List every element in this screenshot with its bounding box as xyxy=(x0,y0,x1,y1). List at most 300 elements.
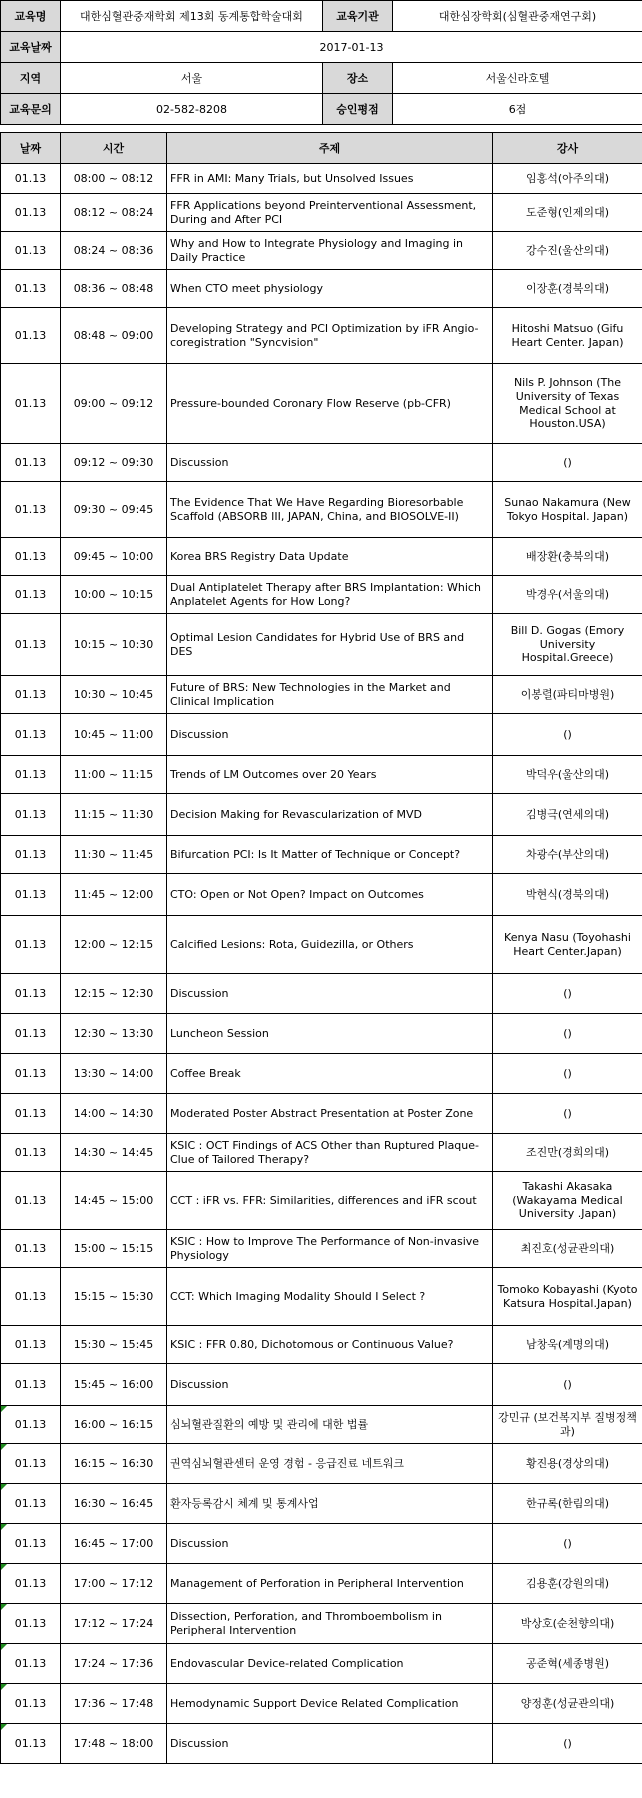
session-speaker-text: 김병극(연세의대) xyxy=(526,807,609,821)
session-time-text: 14:45 ~ 15:00 xyxy=(73,1193,154,1207)
session-speaker xyxy=(493,1564,642,1604)
session-time-text: 08:00 ~ 08:12 xyxy=(73,171,154,185)
session-date xyxy=(1,1406,61,1444)
session-time xyxy=(61,1444,167,1484)
session-speaker xyxy=(493,538,642,576)
session-date-text: 01.13 xyxy=(14,637,47,651)
session-speaker-text: () xyxy=(563,1377,572,1391)
table-row xyxy=(1,194,642,232)
session-date xyxy=(1,1524,61,1564)
session-date xyxy=(1,444,61,482)
session-topic xyxy=(167,1172,493,1230)
session-time-text: 10:30 ~ 10:45 xyxy=(73,687,154,701)
table-row xyxy=(1,676,642,714)
session-time-text: 11:30 ~ 11:45 xyxy=(73,847,154,861)
session-topic xyxy=(167,676,493,714)
session-speaker xyxy=(493,364,642,444)
session-date xyxy=(1,1444,61,1484)
session-topic-text: 권역심뇌혈관센터 운영 경험 - 응급진료 네트워크 xyxy=(170,1456,404,1470)
session-topic xyxy=(167,1644,493,1684)
session-time xyxy=(61,1564,167,1604)
session-speaker xyxy=(493,1724,642,1764)
session-time xyxy=(61,1134,167,1172)
table-row xyxy=(1,1172,642,1230)
cell-comment-marker-icon xyxy=(1,1644,7,1650)
session-topic-text: Moderated Poster Abstract Presentation at Poster Zone xyxy=(170,1106,474,1120)
session-time xyxy=(61,482,167,538)
session-date-text: 01.13 xyxy=(14,1576,47,1590)
session-date xyxy=(1,676,61,714)
session-speaker xyxy=(493,1014,642,1054)
table-row xyxy=(1,232,642,270)
session-speaker xyxy=(493,1406,642,1444)
session-speaker-text: Takashi Akasaka (Wakayama Medical University .Japan) xyxy=(512,1179,623,1221)
session-topic-text: Luncheon Session xyxy=(170,1026,269,1040)
session-speaker-text: () xyxy=(563,1736,572,1750)
session-topic-text: Discussion xyxy=(170,986,229,1000)
session-time xyxy=(61,364,167,444)
session-date xyxy=(1,874,61,916)
session-topic-text: Developing Strategy and PCI Optimization by iFR Angio-coregistration "Syncvision" xyxy=(170,321,479,349)
session-date xyxy=(1,194,61,232)
session-speaker-text: 임홍석(아주의대) xyxy=(526,171,609,185)
session-topic-text: Why and How to Integrate Physiology and Imaging in Daily Practice xyxy=(170,236,464,264)
table-row xyxy=(1,974,642,1014)
session-topic-text: Dissection, Perforation, and Thromboembolism in Peripheral Intervention xyxy=(170,1609,442,1637)
session-topic-text: When CTO meet physiology xyxy=(170,281,323,295)
session-time-text: 15:45 ~ 16:00 xyxy=(73,1377,154,1391)
session-speaker xyxy=(493,270,642,308)
session-speaker xyxy=(493,714,642,756)
session-speaker xyxy=(493,1444,642,1484)
session-date xyxy=(1,1484,61,1524)
session-time xyxy=(61,1230,167,1268)
table-row xyxy=(1,164,642,194)
session-date-text: 01.13 xyxy=(14,1616,47,1630)
session-speaker xyxy=(493,1364,642,1406)
session-time xyxy=(61,270,167,308)
session-time-text: 10:45 ~ 11:00 xyxy=(73,727,154,741)
session-topic xyxy=(167,1364,493,1406)
session-topic-text: CCT: Which Imaging Modality Should I Select ? xyxy=(170,1289,426,1303)
cell-comment-marker-icon xyxy=(1,1604,7,1610)
session-date xyxy=(1,1268,61,1326)
session-time xyxy=(61,676,167,714)
session-time xyxy=(61,1364,167,1406)
schedule-table xyxy=(0,132,642,1764)
table-row xyxy=(1,1406,642,1444)
session-topic-text: Bifurcation PCI: Is It Matter of Technique or Concept? xyxy=(170,847,461,861)
table-row xyxy=(1,1644,642,1684)
session-date-text: 01.13 xyxy=(14,1656,47,1670)
session-speaker xyxy=(493,1484,642,1524)
session-time-text: 09:30 ~ 09:45 xyxy=(73,502,154,516)
cell-comment-marker-icon xyxy=(1,1484,7,1490)
session-speaker-text: Tomoko Kobayashi (Kyoto Katsura Hospital.Japan) xyxy=(497,1282,638,1310)
session-time xyxy=(61,1644,167,1684)
session-topic xyxy=(167,714,493,756)
session-date-text: 01.13 xyxy=(14,281,47,295)
session-time xyxy=(61,794,167,836)
session-time-text: 10:00 ~ 10:15 xyxy=(73,587,154,601)
session-speaker-text: 강민규 (보건복지부 질병정책과) xyxy=(498,1410,637,1438)
session-topic-text: CTO: Open or Not Open? Impact on Outcomes xyxy=(170,887,424,901)
table-row xyxy=(1,364,642,444)
session-topic xyxy=(167,756,493,794)
session-time xyxy=(61,1524,167,1564)
session-topic-text: Dual Antiplatelet Therapy after BRS Implantation: Which Anplatelet Agents for How Long? xyxy=(170,580,481,608)
session-time-text: 08:12 ~ 08:24 xyxy=(73,205,154,219)
table-row xyxy=(1,714,642,756)
cell-comment-marker-icon xyxy=(1,1406,7,1412)
session-date xyxy=(1,1644,61,1684)
session-date xyxy=(1,836,61,874)
session-time xyxy=(61,1406,167,1444)
session-date-text: 01.13 xyxy=(14,1377,47,1391)
schedule-body xyxy=(1,164,642,1764)
session-time-text: 17:36 ~ 17:48 xyxy=(73,1696,154,1710)
table-row xyxy=(1,270,642,308)
session-speaker xyxy=(493,308,642,364)
session-speaker xyxy=(493,756,642,794)
session-date xyxy=(1,1684,61,1724)
session-date xyxy=(1,270,61,308)
col-header-topic: 주제 xyxy=(167,133,493,164)
session-speaker-text: 박현식(경북의대) xyxy=(526,887,609,901)
session-speaker-text: 김용훈(강원의대) xyxy=(526,1576,609,1590)
session-topic xyxy=(167,1094,493,1134)
session-date xyxy=(1,164,61,194)
session-time xyxy=(61,538,167,576)
date-label: 교육날짜 xyxy=(1,32,61,63)
table-row xyxy=(1,1134,642,1172)
session-time xyxy=(61,714,167,756)
session-speaker-text: 박경우(서울의대) xyxy=(526,587,609,601)
session-date-text: 01.13 xyxy=(14,171,47,185)
session-speaker-text: 이봉렬(파티마병원) xyxy=(520,687,615,701)
session-time-text: 14:30 ~ 14:45 xyxy=(73,1145,154,1159)
session-time-text: 17:24 ~ 17:36 xyxy=(73,1656,154,1670)
session-date xyxy=(1,794,61,836)
session-date-text: 01.13 xyxy=(14,587,47,601)
col-header-date: 날짜 xyxy=(1,133,61,164)
table-row xyxy=(1,1364,642,1406)
session-speaker xyxy=(493,1326,642,1364)
course-name: 대한심혈관중재학회 제13회 동계통합학술대회 xyxy=(61,1,323,32)
session-date xyxy=(1,1724,61,1764)
session-date-text: 01.13 xyxy=(14,205,47,219)
session-date-text: 01.13 xyxy=(14,549,47,563)
session-date-text: 01.13 xyxy=(14,455,47,469)
session-time-text: 09:45 ~ 10:00 xyxy=(73,549,154,563)
session-time-text: 15:00 ~ 15:15 xyxy=(73,1241,154,1255)
session-speaker xyxy=(493,874,642,916)
session-topic xyxy=(167,1230,493,1268)
table-row xyxy=(1,1014,642,1054)
session-speaker-text: 최진호(성균관의대) xyxy=(520,1241,615,1255)
session-time-text: 13:30 ~ 14:00 xyxy=(73,1066,154,1080)
session-speaker-text: () xyxy=(563,1066,572,1080)
session-speaker xyxy=(493,1134,642,1172)
session-topic-text: CCT : iFR vs. FFR: Similarities, differences and iFR scout xyxy=(170,1193,477,1207)
session-date-text: 01.13 xyxy=(14,1145,47,1159)
session-date-text: 01.13 xyxy=(14,1289,47,1303)
session-topic xyxy=(167,1268,493,1326)
session-time xyxy=(61,836,167,874)
session-speaker-text: 배장환(충북의대) xyxy=(526,549,609,563)
session-topic xyxy=(167,836,493,874)
section-gap xyxy=(0,125,642,132)
session-topic xyxy=(167,1684,493,1724)
session-speaker-text: 한규록(한림의대) xyxy=(526,1496,609,1510)
session-speaker-text: Sunao Nakamura (New Tokyo Hospital. Japan) xyxy=(504,495,631,523)
session-time xyxy=(61,1326,167,1364)
session-topic xyxy=(167,270,493,308)
session-speaker-text: () xyxy=(563,1026,572,1040)
session-time xyxy=(61,974,167,1014)
session-time-text: 14:00 ~ 14:30 xyxy=(73,1106,154,1120)
session-date-text: 01.13 xyxy=(14,887,47,901)
session-topic xyxy=(167,538,493,576)
session-date xyxy=(1,1134,61,1172)
session-time xyxy=(61,614,167,676)
session-topic xyxy=(167,364,493,444)
session-topic xyxy=(167,1724,493,1764)
session-speaker xyxy=(493,164,642,194)
table-row xyxy=(1,916,642,974)
session-topic xyxy=(167,794,493,836)
session-time-text: 15:15 ~ 15:30 xyxy=(73,1289,154,1303)
session-topic xyxy=(167,232,493,270)
session-date-text: 01.13 xyxy=(14,937,47,951)
contact-label: 교육문의 xyxy=(1,94,61,125)
table-row xyxy=(1,1484,642,1524)
session-speaker-text: 강수진(울산의대) xyxy=(526,243,609,257)
session-speaker xyxy=(493,232,642,270)
session-time-text: 08:48 ~ 09:00 xyxy=(73,328,154,342)
table-row xyxy=(1,1230,642,1268)
session-date xyxy=(1,1054,61,1094)
session-time-text: 11:45 ~ 12:00 xyxy=(73,887,154,901)
session-date xyxy=(1,364,61,444)
session-topic-text: Discussion xyxy=(170,1736,229,1750)
session-speaker xyxy=(493,1684,642,1724)
session-date xyxy=(1,1230,61,1268)
col-header-speaker: 강사 xyxy=(493,133,642,164)
session-topic-text: FFR Applications beyond Preinterventional Assessment, During and After PCI xyxy=(170,198,477,226)
cell-comment-marker-icon xyxy=(1,1724,7,1730)
session-topic-text: Decision Making for Revascularization of MVD xyxy=(170,807,423,821)
session-topic xyxy=(167,916,493,974)
session-date-text: 01.13 xyxy=(14,1456,47,1470)
session-speaker xyxy=(493,676,642,714)
table-row xyxy=(1,482,642,538)
session-date xyxy=(1,714,61,756)
session-speaker-text: 도준형(인제의대) xyxy=(526,205,609,219)
session-date-text: 01.13 xyxy=(14,807,47,821)
session-time xyxy=(61,308,167,364)
session-time-text: 12:15 ~ 12:30 xyxy=(73,986,154,1000)
session-time xyxy=(61,444,167,482)
session-speaker xyxy=(493,1604,642,1644)
session-speaker xyxy=(493,444,642,482)
session-speaker xyxy=(493,916,642,974)
session-time xyxy=(61,1268,167,1326)
session-date xyxy=(1,308,61,364)
session-time-text: 08:36 ~ 08:48 xyxy=(73,281,154,295)
session-time xyxy=(61,232,167,270)
session-date xyxy=(1,974,61,1014)
session-topic xyxy=(167,576,493,614)
session-date xyxy=(1,916,61,974)
cell-comment-marker-icon xyxy=(1,1524,7,1530)
session-topic xyxy=(167,1484,493,1524)
session-time-text: 17:00 ~ 17:12 xyxy=(73,1576,154,1590)
session-topic-text: Future of BRS: New Technologies in the Market and Clinical Implication xyxy=(170,680,451,708)
session-topic-text: Discussion xyxy=(170,1536,229,1550)
venue: 서울신라호텔 xyxy=(393,63,642,94)
session-speaker-text: 이장훈(경북의대) xyxy=(526,281,609,295)
table-row xyxy=(1,576,642,614)
session-time-text: 16:30 ~ 16:45 xyxy=(73,1496,154,1510)
session-time xyxy=(61,1724,167,1764)
session-date xyxy=(1,614,61,676)
table-row xyxy=(1,1444,642,1484)
session-speaker-text: 양정훈(성균관의대) xyxy=(520,1696,615,1710)
table-row xyxy=(1,1094,642,1134)
session-time-text: 12:30 ~ 13:30 xyxy=(73,1026,154,1040)
session-topic xyxy=(167,1524,493,1564)
session-time-text: 17:12 ~ 17:24 xyxy=(73,1616,154,1630)
session-topic xyxy=(167,614,493,676)
session-topic-text: Discussion xyxy=(170,455,229,469)
session-speaker-text: 남창욱(계명의대) xyxy=(526,1337,609,1351)
session-date-text: 01.13 xyxy=(14,1496,47,1510)
session-date-text: 01.13 xyxy=(14,243,47,257)
session-date-text: 01.13 xyxy=(14,767,47,781)
session-speaker-text: () xyxy=(563,727,572,741)
schedule-header-row xyxy=(1,133,642,164)
session-speaker-text: Kenya Nasu (Toyohashi Heart Center.Japan) xyxy=(504,930,631,958)
session-topic-text: Korea BRS Registry Data Update xyxy=(170,549,349,563)
session-time-text: 09:00 ~ 09:12 xyxy=(73,396,154,410)
session-topic-text: 심뇌혈관질환의 예방 및 관리에 대한 법률 xyxy=(170,1417,369,1431)
session-topic xyxy=(167,1406,493,1444)
course-info-table xyxy=(0,0,642,125)
contact-phone: 02-582-8208 xyxy=(61,94,323,125)
table-row xyxy=(1,444,642,482)
session-date xyxy=(1,232,61,270)
session-topic-text: Trends of LM Outcomes over 20 Years xyxy=(170,767,377,781)
table-row xyxy=(1,1564,642,1604)
session-date-text: 01.13 xyxy=(14,396,47,410)
session-topic-text: KSIC : FFR 0.80, Dichotomous or Continuous Value? xyxy=(170,1337,454,1351)
session-topic-text: 환자등록감시 체계 및 통계사업 xyxy=(170,1496,319,1510)
table-row xyxy=(1,836,642,874)
institution-label: 교육기관 xyxy=(323,1,393,32)
session-topic xyxy=(167,482,493,538)
session-date-text: 01.13 xyxy=(14,1337,47,1351)
session-date-text: 01.13 xyxy=(14,1106,47,1120)
session-time-text: 08:24 ~ 08:36 xyxy=(73,243,154,257)
session-speaker xyxy=(493,1054,642,1094)
cell-comment-marker-icon xyxy=(1,1564,7,1570)
region: 서울 xyxy=(61,63,323,94)
session-date-text: 01.13 xyxy=(14,1536,47,1550)
session-speaker-text: () xyxy=(563,1536,572,1550)
session-time xyxy=(61,1484,167,1524)
session-date xyxy=(1,1326,61,1364)
session-topic-text: Discussion xyxy=(170,727,229,741)
session-speaker xyxy=(493,482,642,538)
table-row xyxy=(1,1326,642,1364)
session-topic-text: The Evidence That We Have Regarding Bioresorbable Scaffold (ABSORB III, JAPAN, China, and BIOSOLVE-II) xyxy=(170,495,464,523)
session-time xyxy=(61,164,167,194)
session-time xyxy=(61,1014,167,1054)
session-topic xyxy=(167,1444,493,1484)
session-date-text: 01.13 xyxy=(14,1417,47,1431)
session-date-text: 01.13 xyxy=(14,502,47,516)
session-topic-text: KSIC : How to Improve The Performance of Non-invasive Physiology xyxy=(170,1234,480,1262)
session-speaker-text: 박덕우(울산의대) xyxy=(526,767,609,781)
session-time-text: 11:15 ~ 11:30 xyxy=(73,807,154,821)
session-speaker xyxy=(493,1524,642,1564)
session-speaker-text: 황진용(경상의대) xyxy=(526,1456,609,1470)
session-speaker xyxy=(493,1644,642,1684)
session-speaker xyxy=(493,576,642,614)
region-label: 지역 xyxy=(1,63,61,94)
session-speaker-text: 박상호(순천향의대) xyxy=(520,1616,615,1630)
session-time-text: 11:00 ~ 11:15 xyxy=(73,767,154,781)
session-topic xyxy=(167,1604,493,1644)
session-time xyxy=(61,874,167,916)
session-topic-text: Discussion xyxy=(170,1377,229,1391)
session-topic-text: Calcified Lesions: Rota, Guidezilla, or Others xyxy=(170,937,414,951)
session-speaker-text: 조진만(경희의대) xyxy=(526,1145,609,1159)
course-date: 2017-01-13 xyxy=(61,32,642,63)
session-time-text: 16:45 ~ 17:00 xyxy=(73,1536,154,1550)
session-date xyxy=(1,756,61,794)
session-speaker xyxy=(493,836,642,874)
course-name-label: 교육명 xyxy=(1,1,61,32)
session-date-text: 01.13 xyxy=(14,328,47,342)
session-topic xyxy=(167,164,493,194)
session-topic xyxy=(167,974,493,1014)
venue-label: 장소 xyxy=(323,63,393,94)
session-date xyxy=(1,1564,61,1604)
session-topic xyxy=(167,874,493,916)
session-time-text: 16:15 ~ 16:30 xyxy=(73,1456,154,1470)
session-date xyxy=(1,1172,61,1230)
session-topic-text: Pressure-bounded Coronary Flow Reserve (pb-CFR) xyxy=(170,396,451,410)
session-date xyxy=(1,1094,61,1134)
session-time-text: 16:00 ~ 16:15 xyxy=(73,1417,154,1431)
session-date xyxy=(1,1604,61,1644)
table-row xyxy=(1,1268,642,1326)
session-topic xyxy=(167,1014,493,1054)
table-row xyxy=(1,1684,642,1724)
session-speaker-text: 공준혁(세종병원) xyxy=(526,1656,609,1670)
session-date-text: 01.13 xyxy=(14,1736,47,1750)
session-time-text: 17:48 ~ 18:00 xyxy=(73,1736,154,1750)
session-time xyxy=(61,916,167,974)
session-speaker-text: () xyxy=(563,986,572,1000)
table-row xyxy=(1,1724,642,1764)
session-time-text: 10:15 ~ 10:30 xyxy=(73,637,154,651)
session-time-text: 09:12 ~ 09:30 xyxy=(73,455,154,469)
session-date xyxy=(1,576,61,614)
session-topic xyxy=(167,308,493,364)
